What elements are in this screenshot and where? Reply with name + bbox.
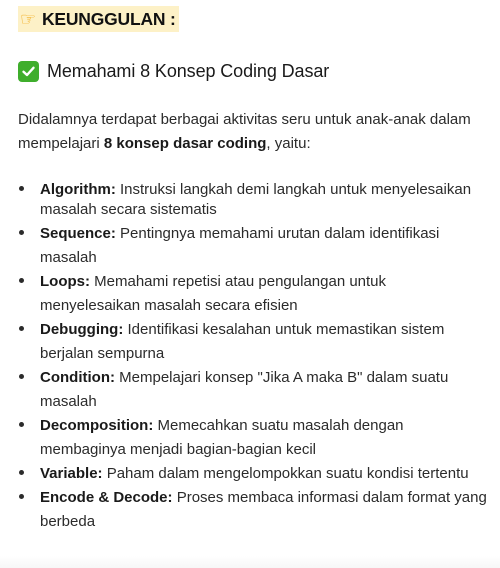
list-item-debugging [18,318,488,366]
intro-text-start: Didalamnya terdapat berbagai aktivitas seru untuk anak-anak dalam mempelajari [18,111,471,152]
list-item-desc: Paham dalam mengelompokkan suatu kondisi tertentu [102,465,469,482]
bullet-icon [18,222,40,246]
intro-paragraph [18,108,488,156]
list-item-loops [18,270,488,318]
list-item-desc: Instruksi langkah demi langkah untuk menyelesaikan masalah secara sistematis [40,181,472,218]
bullet-icon [18,180,40,200]
list-item-term: Condition: [40,369,115,386]
bullet-icon [18,270,40,294]
list-item-desc: Mempelajari konsep "Jika A maka B" dalam suatu masalah [40,369,449,410]
bullet-icon [18,462,40,486]
bullet-icon [18,414,40,438]
list-item-algorithm [18,178,488,222]
pointing-hand-icon: ☞ [20,8,36,30]
list-item-encode-decode [18,486,488,534]
bottom-edge [0,556,500,568]
feature-title [18,58,329,84]
bullet-icon [18,366,40,390]
section-heading [18,6,179,32]
list-item-desc: Proses membaca informasi dalam format yang berbeda [40,489,487,530]
list-item-term: Encode & Decode: [40,489,173,506]
list-item-desc: Pentingnya memahami urutan dalam identifikasi masalah [40,225,440,266]
list-item-term: Sequence: [40,225,116,242]
list-item-term: Algorithm: [40,181,116,198]
concept-list [18,178,488,534]
list-item-desc: Memahami repetisi atau pengulangan untuk menyelesaikan masalah secara efisien [40,273,387,314]
list-item-desc: Memecahkan suatu masalah dengan membaginya menjadi bagian-bagian kecil [40,417,404,458]
list-item-term: Loops: [40,273,90,290]
check-mark-button-icon [18,61,39,82]
list-item-term: Variable: [40,465,103,482]
list-item-term: Decomposition: [40,417,154,434]
list-item-desc: Identifikasi kesalahan untuk memastikan sistem berjalan sempurna [40,321,445,362]
feature-title-text: Memahami 8 Konsep Coding Dasar [47,60,330,81]
intro-text-end: , yaitu: [266,135,311,152]
list-item-variable [18,462,488,486]
bullet-icon [18,486,40,510]
list-item-condition [18,366,488,414]
list-item-decomposition [18,414,488,462]
list-item-sequence [18,222,488,270]
intro-text-bold: 8 konsep dasar coding [103,135,267,152]
bullet-icon [18,318,40,342]
list-item-term: Debugging: [40,321,124,338]
section-heading-text: KEUNGGULAN : [41,8,176,29]
